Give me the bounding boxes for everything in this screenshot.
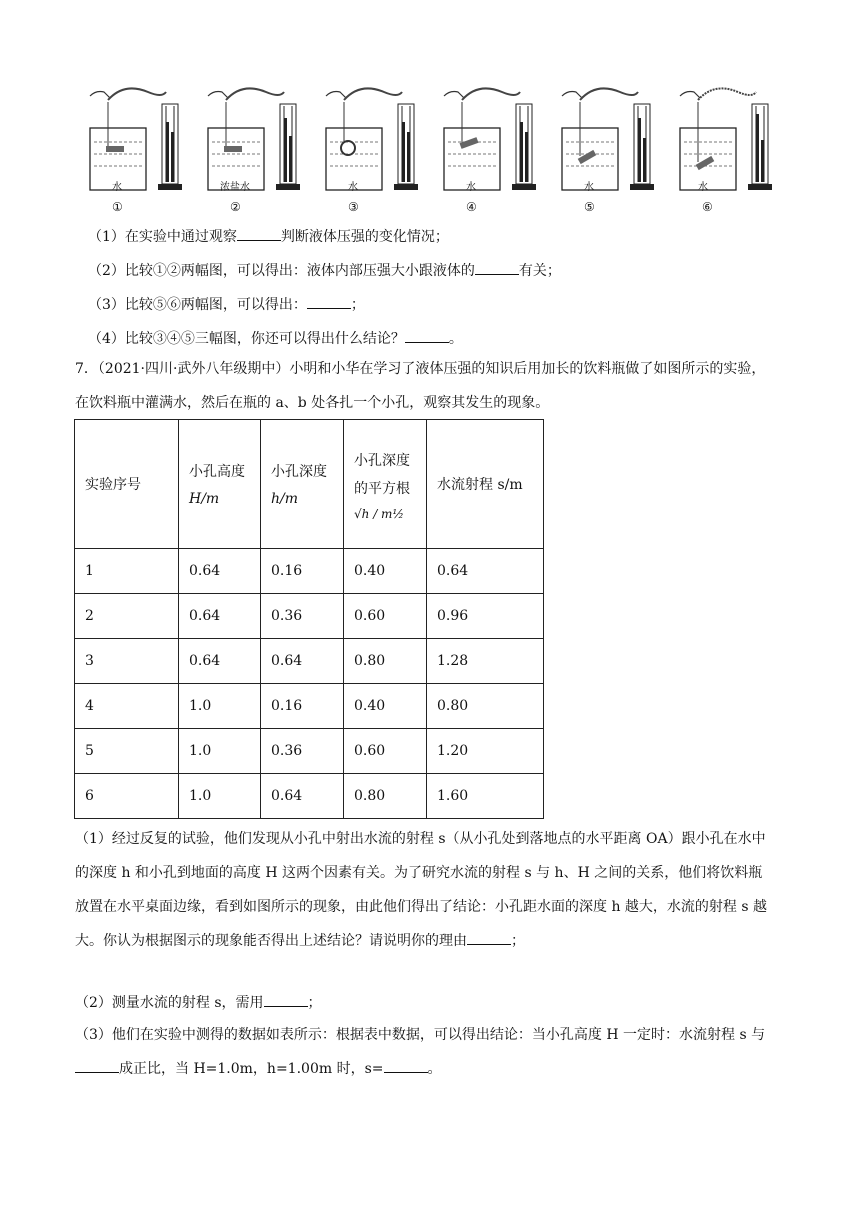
table-cell: 0.64 (179, 639, 261, 684)
table-header-cell: 小孔深度的平方根 √h / m½ (344, 420, 427, 549)
answer-blank[interactable] (384, 1058, 428, 1073)
table-header-cell: 水流射程 s/m (427, 420, 544, 549)
table-header-cell: 小孔深度 h/m (261, 420, 344, 549)
table-cell: 0.60 (344, 729, 427, 774)
table-cell: 0.36 (261, 729, 344, 774)
table-cell: 2 (75, 594, 179, 639)
pressure-gauge-icon (668, 82, 778, 200)
q6-sub3: （3）比较⑤⑥两幅图，可以得出： ； (88, 294, 365, 315)
answer-blank[interactable] (467, 930, 511, 945)
table-row (75, 594, 544, 639)
experiment-figures (78, 82, 778, 217)
table-cell: 1.0 (179, 729, 261, 774)
table-cell: 0.36 (261, 594, 344, 639)
table-cell: 1.60 (427, 774, 544, 819)
figure (78, 82, 188, 217)
table-cell: 0.64 (179, 594, 261, 639)
table-row (75, 549, 544, 594)
q6-sub4: （4）比较③④⑤三幅图，你还可以得出什么结论？ 。 (88, 328, 463, 349)
table-header-cell: 小孔高度 H/m (179, 420, 261, 549)
q6-sub2: （2）比较①②两幅图，可以得出：液体内部压强大小跟液体的 有关； (88, 260, 561, 281)
answer-blank[interactable] (475, 260, 519, 275)
table-cell: 1.0 (179, 774, 261, 819)
liquid-label: 水 (466, 182, 476, 193)
figure (550, 82, 660, 217)
table-cell: 0.80 (427, 684, 544, 729)
table-header-row (75, 420, 544, 549)
table-cell: 1.28 (427, 639, 544, 684)
answer-blank[interactable] (264, 992, 308, 1007)
table-cell: 0.64 (261, 639, 344, 684)
table-cell: 0.64 (427, 549, 544, 594)
liquid-label: 水 (698, 182, 708, 193)
pressure-gauge-icon (78, 82, 188, 200)
pressure-gauge-icon (550, 82, 660, 200)
table-cell: 0.80 (344, 774, 427, 819)
figure-number: ③ (348, 200, 359, 214)
liquid-label: 水 (584, 182, 594, 193)
liquid-label: 水 (112, 182, 122, 193)
table-cell: 0.64 (179, 549, 261, 594)
figure-number: ⑥ (702, 200, 713, 214)
liquid-label: 浓盐水 (220, 182, 250, 193)
pressure-gauge-icon (314, 82, 424, 200)
figure (314, 82, 424, 217)
table-cell: 1 (75, 549, 179, 594)
table-cell: 0.96 (427, 594, 544, 639)
figure (196, 82, 306, 217)
table-cell: 1.20 (427, 729, 544, 774)
pressure-gauge-icon (432, 82, 542, 200)
figure-number: ② (230, 200, 241, 214)
answer-blank[interactable] (307, 294, 351, 309)
table-cell: 3 (75, 639, 179, 684)
table-cell: 1.0 (179, 684, 261, 729)
table-cell: 0.16 (261, 549, 344, 594)
answer-blank[interactable] (237, 226, 281, 241)
table-row (75, 729, 544, 774)
table-cell: 4 (75, 684, 179, 729)
table-row (75, 684, 544, 729)
figure-number: ① (112, 200, 123, 214)
q7-sub2: （2）测量水流的射程 s，需用 ； (75, 992, 775, 1013)
figure (432, 82, 542, 217)
answer-blank[interactable] (75, 1058, 119, 1073)
figure-number: ⑤ (584, 200, 595, 214)
figure (668, 82, 778, 217)
table-row (75, 639, 544, 684)
table-cell: 0.40 (344, 684, 427, 729)
liquid-label: 水 (348, 182, 358, 193)
table-cell: 0.40 (344, 549, 427, 594)
pressure-gauge-icon (196, 82, 306, 200)
table-cell: 0.80 (344, 639, 427, 684)
table-cell: 0.16 (261, 684, 344, 729)
table-cell: 6 (75, 774, 179, 819)
q7-intro: 7．（2021·四川·武外八年级期中）小明和小华在学习了液体压强的知识后用加长的饮料瓶做了如图所示的实验，在饮料瓶中灌满水，然后在瓶的 a、b 处各扎一个小孔，观察其发生的现象。 (75, 361, 766, 411)
q7-sub3: （3）他们在实验中测得的数据如表所示：根据表中数据，可以得出结论：当小孔高度 H 一定时：水流射程 s 与成正比，当 H=1.0m，h=1.00m 时，s= 。 (75, 1027, 766, 1077)
answer-blank[interactable] (405, 328, 449, 343)
data-table (74, 419, 544, 819)
table-cell: 0.64 (261, 774, 344, 819)
figure-number: ④ (466, 200, 477, 214)
table-cell: 5 (75, 729, 179, 774)
table-cell: 0.60 (344, 594, 427, 639)
table-header-cell: 实验序号 (75, 420, 179, 549)
table-row (75, 774, 544, 819)
q7-sub1: （1）经过反复的试验，他们发现从小孔中射出水流的射程 s（从小孔处到落地点的水平距离 OA）跟小孔在水中的深度 h 和小孔到地面的高度 H 这两个因素有关。为了研究水流的射程 s 与 h、H 之间的关系，他们将饮料瓶放置在水平桌面边缘，看到如图所示的现象，由此他们得出了结论：小孔距水面的深度 h 越大，水流的射程 s 越大。你认为根据图示的现象能否得出上述结论？请说明你的理由 ； (75, 831, 767, 949)
q6-sub1: （1）在实验中通过观察 判断液体压强的变化情况； (88, 226, 449, 247)
